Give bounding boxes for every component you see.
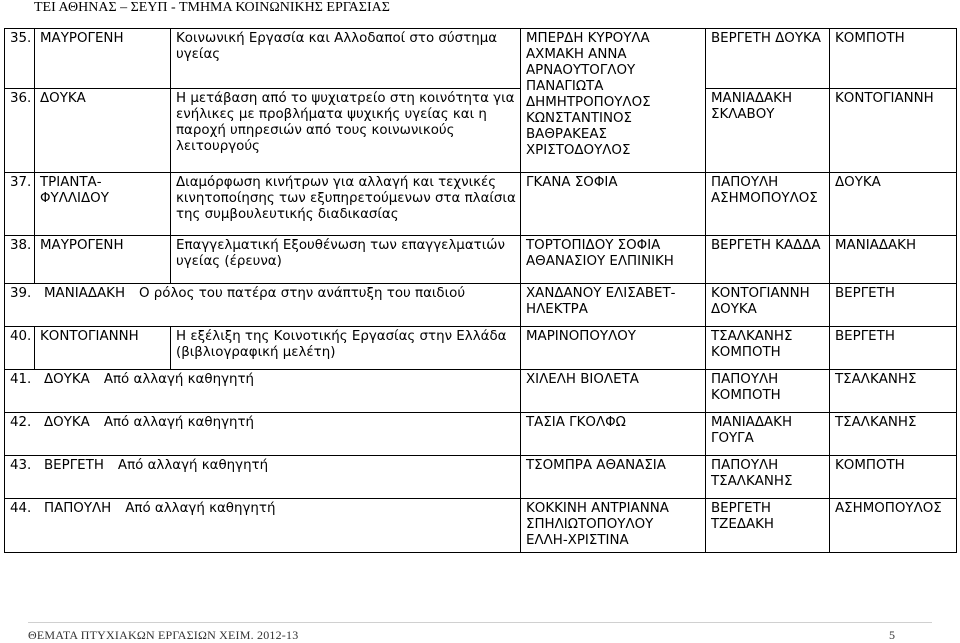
student-name: ΤΟΡΤΟΠΙΔΟΥ ΣΟΦΙΑ xyxy=(526,238,661,253)
thesis-title-cell: Επαγγελματική Εξουθένωση των επαγγελματιών υγείας (έρευνα) xyxy=(171,236,521,284)
thesis-title-cell: Διαμόρφωση κινήτρων για αλλαγή και τεχνικές κινητοποίησης των εξυπηρετούμενων στα πλαίσια της συμβουλευτικής διαδικασίας xyxy=(171,173,521,236)
examiner-1-cell: ΠΑΠΟΥΛΗ ΚΟΜΠΟΤΗ xyxy=(706,370,830,413)
examiner-1-cell: ΤΣΑΛΚΑΝΗΣ ΚΟΜΠΟΤΗ xyxy=(706,327,830,370)
table-row xyxy=(5,456,957,499)
merged-cell xyxy=(5,456,521,499)
row-number: 43. xyxy=(10,458,32,473)
examiner-2-cell: ΑΣΗΜΟΠΟΥΛΟΣ xyxy=(830,499,957,553)
supervisor-cell: ΜΑΝΙΑΔΑΚΗ xyxy=(44,286,126,301)
students-cell: ΧΑΝΔΑΝΟΥ ΕΛΙΣΑΒΕΤ-ΗΛΕΚΤΡΑ xyxy=(521,284,706,327)
merged-cell xyxy=(5,284,521,327)
row-number: 37. xyxy=(5,173,35,236)
students-cell xyxy=(521,236,706,284)
table-row xyxy=(5,370,957,413)
table-row xyxy=(5,327,957,370)
thesis-title-cell: Από αλλαγή καθηγητή xyxy=(103,415,255,430)
student-name: ΣΠΗΛΙΩΤΟΠΟΥΛΟΥ xyxy=(526,517,654,532)
examiner-2-cell: ΒΕΡΓΕΤΗ xyxy=(830,327,957,370)
supervisor-cell: ΜΑΥΡΟΓΕΝΗ xyxy=(35,29,171,89)
row-number: 44. xyxy=(10,501,32,516)
merged-cell xyxy=(5,370,521,413)
students-cell: ΧΙΛΕΛΗ ΒΙΟΛΕΤΑ xyxy=(521,370,706,413)
students-cell: ΜΑΡΙΝΟΠΟΥΛΟΥ xyxy=(521,327,706,370)
student-name: ΑΡΝΑΟΥΤΟΓΛΟΥ ΠΑΝΑΓΙΩΤΑ xyxy=(526,63,636,94)
students-cell: ΤΣΟΜΠΡΑ ΑΘΑΝΑΣΙΑ xyxy=(521,456,706,499)
examiner-2-cell: ΔΟΥΚΑ xyxy=(830,173,957,236)
examiner-2-cell: ΚΟΝΤΟΓΙΑΝΝΗ xyxy=(830,89,957,173)
supervisor-cell: ΔΟΥΚΑ xyxy=(35,89,171,173)
row-number: 35. xyxy=(5,29,35,89)
student-name: ΑΘΑΝΑΣΙΟΥ ΕΛΠΙΝΙΚΗ xyxy=(526,254,674,269)
examiner-1-cell: ΠΑΠΟΥΛΗ ΑΣΗΜΟΠΟΥΛΟΣ xyxy=(706,173,830,236)
table-row xyxy=(5,499,957,553)
page-number: 5 xyxy=(889,628,895,642)
student-name: ΔΗΜΗΤΡΟΠΟΥΛΟΣ ΚΩΝΣΤΑΝΤΙΝΟΣ xyxy=(526,95,651,126)
students-cell: ΤΑΣΙΑ ΓΚΟΛΦΩ xyxy=(521,413,706,456)
thesis-title-cell: Από αλλαγή καθηγητή xyxy=(125,501,276,516)
merged-cell xyxy=(5,413,521,456)
thesis-title-cell: Από αλλαγή καθηγητή xyxy=(117,458,269,473)
student-name: ΒΑΘΡΑΚΕΑΣ ΧΡΙΣΤΟΔΟΥΛΟΣ xyxy=(526,127,631,158)
supervisor-cell: ΤΡΙΑΝΤΑ-ΦΥΛΛΙΔΟΥ xyxy=(35,173,171,236)
row-number: 42. xyxy=(10,415,32,430)
thesis-title-cell: Ο ρόλος του πατέρα στην ανάπτυξη του παιδιού xyxy=(139,286,466,301)
examiner-2-cell: ΤΣΑΛΚΑΝΗΣ xyxy=(830,370,957,413)
table-row xyxy=(5,284,957,327)
examiner-1-cell: ΒΕΡΓΕΤΗ ΚΑΔΔΑ xyxy=(706,236,830,284)
examiner-2-cell: ΤΣΑΛΚΑΝΗΣ xyxy=(830,413,957,456)
thesis-table xyxy=(4,28,957,553)
table-row xyxy=(5,29,957,89)
footer-divider xyxy=(28,622,932,623)
supervisor-cell: ΜΑΥΡΟΓΕΝΗ xyxy=(35,236,171,284)
table-row xyxy=(5,236,957,284)
row-number: 40. xyxy=(5,327,35,370)
supervisor-cell: ΚΟΝΤΟΓΙΑΝΝΗ xyxy=(35,327,171,370)
thesis-title-cell: Κοινωνική Εργασία και Αλλοδαποί στο σύστημα υγείας xyxy=(171,29,521,89)
supervisor-cell: ΔΟΥΚΑ xyxy=(44,415,90,430)
examiner-1-cell: ΚΟΝΤΟΓΙΑΝΝΗ ΔΟΥΚΑ xyxy=(706,284,830,327)
row-number: 36. xyxy=(5,89,35,173)
examiner-1-cell: ΒΕΡΓΕΤΗ ΤΖΕΔΑΚΗ xyxy=(706,499,830,553)
examiner-1-cell: ΠΑΠΟΥΛΗ ΤΣΑΛΚΑΝΗΣ xyxy=(706,456,830,499)
student-name: ΚΟΚΚΙΝΗ ΑΝΤΡΙΑΝΝΑ xyxy=(526,501,669,516)
table-row xyxy=(5,413,957,456)
examiner-1-cell: ΜΑΝΙΑΔΑΚΗ ΓΟΥΓΑ xyxy=(706,413,830,456)
merged-cell xyxy=(5,499,521,553)
page-footer xyxy=(0,622,960,641)
footer-text: ΘΕΜΑΤΑ ΠΤΥΧΙΑΚΩΝ ΕΡΓΑΣΙΩΝ ΧΕΙΜ. 2012-13 xyxy=(28,628,299,642)
student-name: ΜΠΕΡΔΗ ΚΥΡΟΥΛΑ xyxy=(526,31,650,46)
table-row xyxy=(5,173,957,236)
examiner-2-cell: ΜΑΝΙΑΔΑΚΗ xyxy=(830,236,957,284)
students-cell xyxy=(521,499,706,553)
supervisor-cell: ΔΟΥΚΑ xyxy=(44,372,90,387)
examiner-2-cell: ΒΕΡΓΕΤΗ xyxy=(830,284,957,327)
thesis-title-cell: Από αλλαγή καθηγητή xyxy=(103,372,255,387)
supervisor-cell: ΒΕΡΓΕΤΗ xyxy=(44,458,104,473)
page-header: ΤΕΙ ΑΘΗΝΑΣ – ΣΕΥΠ - ΤΜΗΜΑ ΚΟΙΝΩΝΙΚΗΣ ΕΡΓΑΣΙΑΣ xyxy=(34,0,390,15)
thesis-title-cell: Η εξέλιξη της Κοινοτικής Εργασίας στην Ελλάδα (βιβλιογραφική μελέτη) xyxy=(171,327,521,370)
thesis-title-cell: Η μετάβαση από το ψυχιατρείο στη κοινότητα για ενήλικες με προβλήματα ψυχικής υγείας και η παροχή υπηρεσιών από τους κοινωνικούς λειτουργούς xyxy=(171,89,521,173)
student-name: ΕΛΛΗ-ΧΡΙΣΤΙΝΑ xyxy=(526,533,629,548)
student-name: ΑΧΜΑΚΗ ΑΝΝΑ xyxy=(526,47,627,62)
examiner-2-cell: ΚΟΜΠΟΤΗ xyxy=(830,456,957,499)
students-cell xyxy=(521,29,706,173)
supervisor-cell: ΠΑΠΟΥΛΗ xyxy=(44,501,112,516)
row-number: 39. xyxy=(10,286,32,301)
examiner-1-cell: ΜΑΝΙΑΔΑΚΗ ΣΚΛΑΒΟΥ xyxy=(706,89,830,173)
row-number: 38. xyxy=(5,236,35,284)
table-row xyxy=(5,89,957,173)
examiner-2-cell: ΚΟΜΠΟΤΗ xyxy=(830,29,957,89)
row-number: 41. xyxy=(10,372,32,387)
students-cell: ΓΚΑΝΑ ΣΟΦΙΑ xyxy=(521,173,706,236)
examiner-1-cell: ΒΕΡΓΕΤΗ ΔΟΥΚΑ xyxy=(706,29,830,89)
